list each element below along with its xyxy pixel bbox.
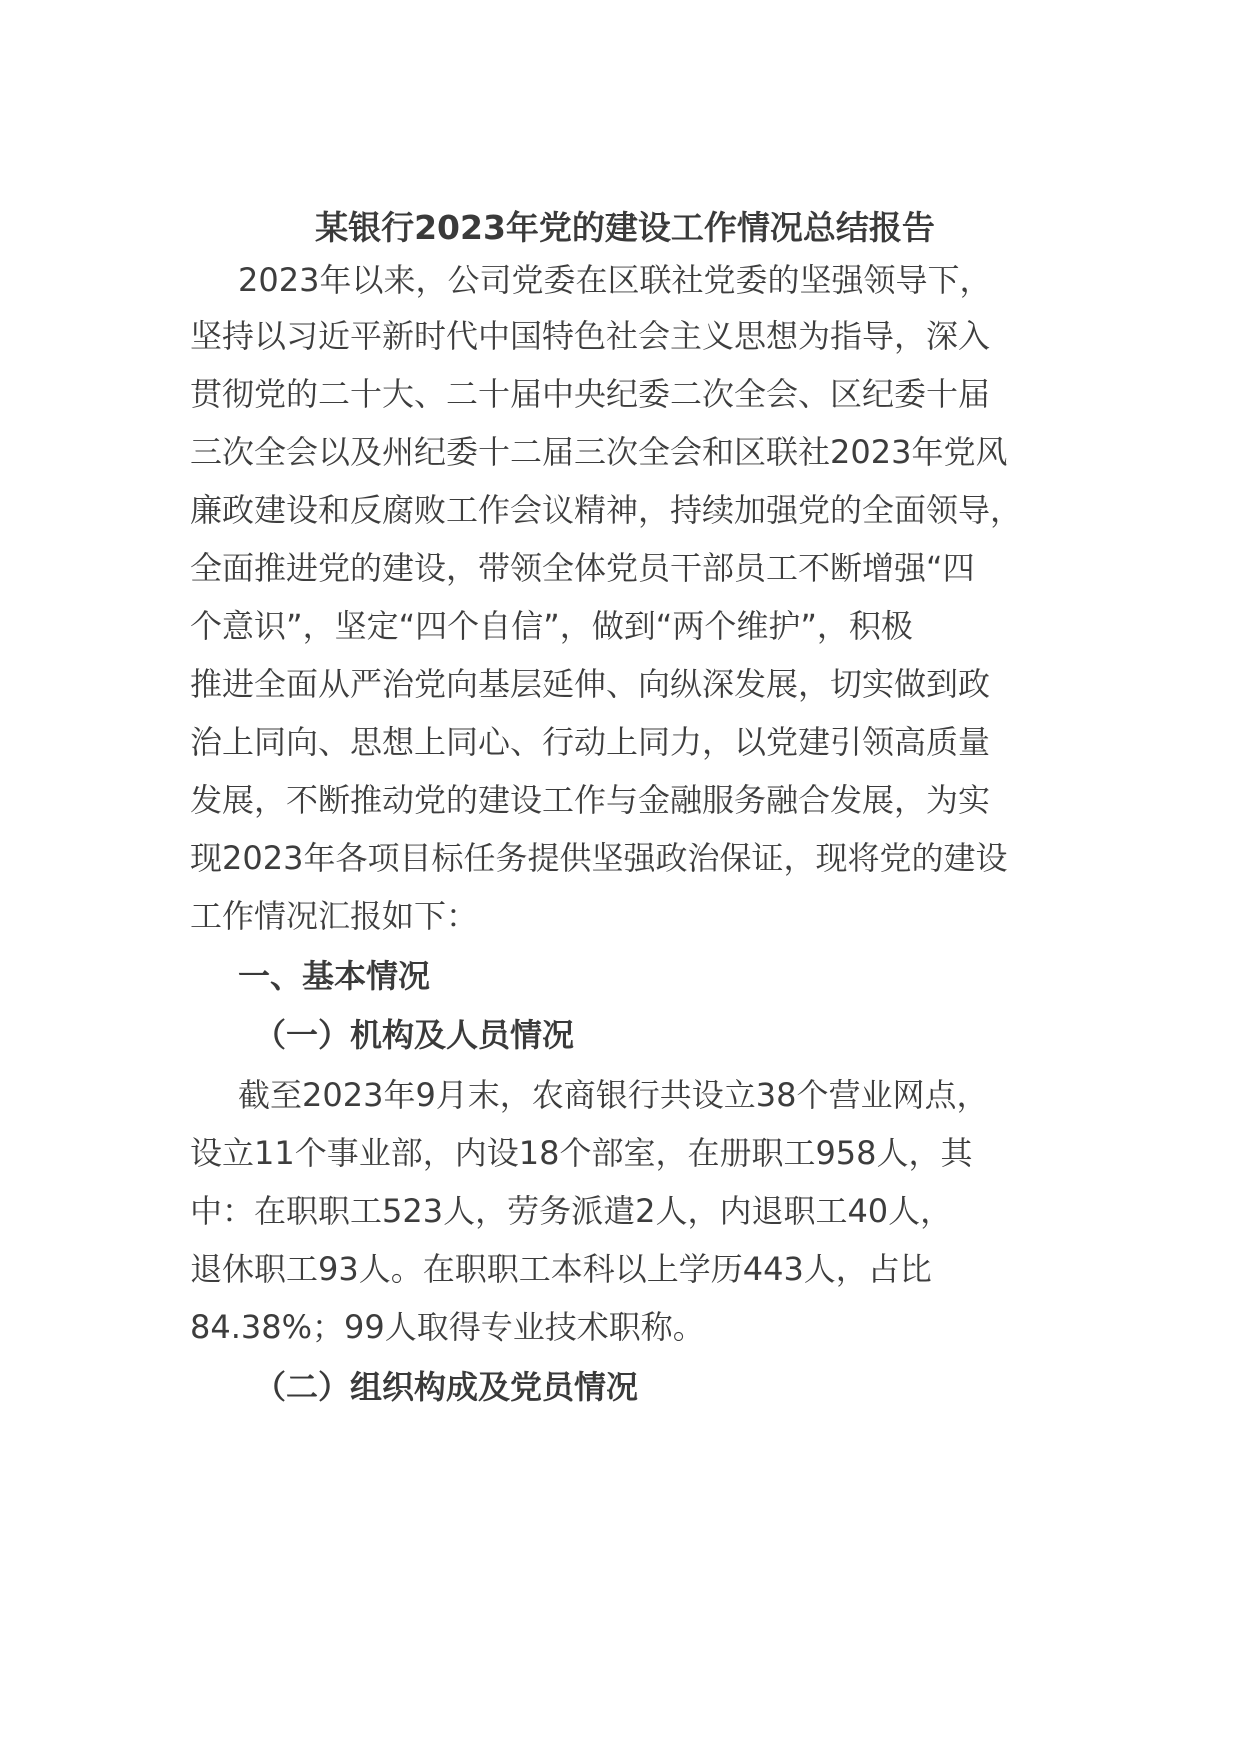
intro-line: 全面推进党的建设，带领全体党员干部员工不断增强“四 xyxy=(190,549,975,587)
subsection-heading-institutions: （一）机构及人员情况 xyxy=(254,1016,575,1054)
intro-line: 三次全会以及州纪委十二届三次全会和区联社2023年党风 xyxy=(190,433,1008,471)
intro-line: 现2023年各项目标任务提供坚强政治保证，现将党的建设 xyxy=(190,839,1008,877)
intro-line: 廉政建设和反腐败工作会议精神，持续加强党的全面领导， xyxy=(190,491,1023,529)
intro-line: 工作情况汇报如下： xyxy=(190,897,479,935)
intro-line: 贯彻党的二十大、二十届中央纪委二次全会、区纪委十届 xyxy=(190,375,991,413)
intro-line: 坚持以习近平新时代中国特色社会主义思想为指导，深入 xyxy=(190,317,991,355)
intro-line: 2023年以来，公司党委在区联社党委的坚强领导下， xyxy=(238,261,992,299)
intro-line: 治上同向、思想上同心、行动上同力，以党建引领高质量 xyxy=(190,723,991,761)
body-line: 84.38%；99人取得专业技术职称。 xyxy=(190,1308,705,1346)
intro-line: 个意识”，坚定“四个自信”，做到“两个维护”，积极 xyxy=(190,607,913,645)
body-line: 设立11个事业部，内设18个部室，在册职工958人，其 xyxy=(190,1134,973,1172)
body-line: 中：在职职工523人，劳务派遣2人，内退职工40人， xyxy=(190,1192,953,1230)
body-line: 截至2023年9月末，农商银行共设立38个营业网点， xyxy=(238,1076,989,1114)
section-heading-basic-info: 一、基本情况 xyxy=(238,957,431,995)
body-line: 退休职工93人。在职职工本科以上学历443人，占比 xyxy=(190,1250,932,1288)
intro-line: 推进全面从严治党向基层延伸、向纵深发展，切实做到政 xyxy=(190,665,991,703)
intro-line: 发展，不断推动党的建设工作与金融服务融合发展，为实 xyxy=(190,781,991,819)
subsection-heading-organization: （二）组织构成及党员情况 xyxy=(254,1368,639,1406)
document-title: 某银行2023年党的建设工作情况总结报告 xyxy=(315,208,935,247)
